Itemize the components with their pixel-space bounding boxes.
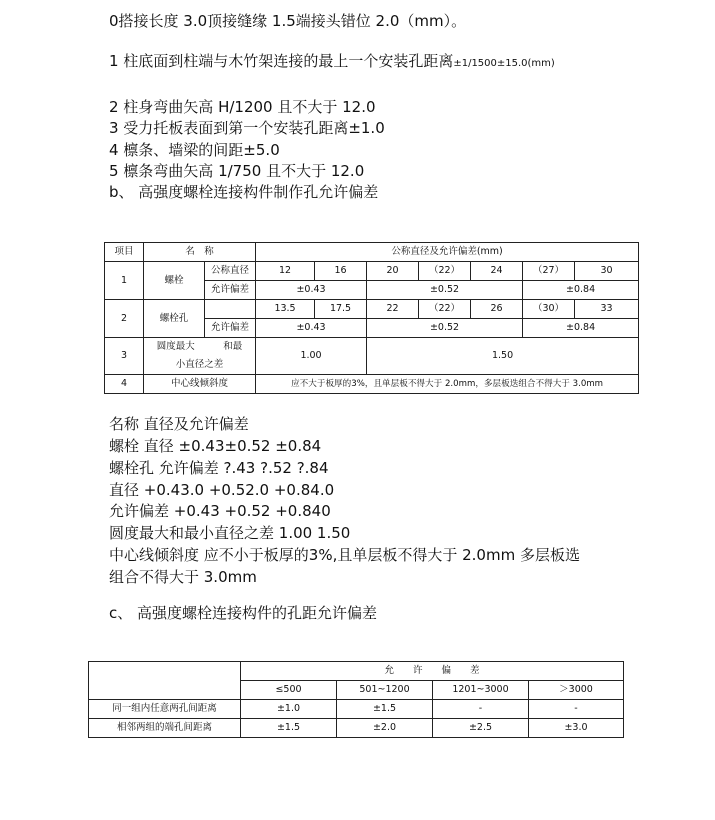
- plain-line-1: 名称 直径及允许偏差: [109, 415, 249, 433]
- row1-value: -: [529, 700, 624, 719]
- row2-value: ±2.0: [337, 719, 433, 738]
- row2-tolerance: ±0.52: [367, 319, 523, 338]
- row2-name: 螺栓孔: [144, 300, 205, 338]
- plain-line-4: 直径 +0.43.0 +0.52.0 +0.84.0: [109, 481, 335, 499]
- text-line-lap-length: 0搭接长度 3.0顶接缝缘 1.5端接头错位 2.0（mm）。: [109, 12, 467, 30]
- row2-value: （30）: [523, 300, 575, 319]
- plain-line-5: 允许偏差 +0.43 +0.52 +0.840: [109, 502, 331, 520]
- row2-label: 相邻两组的端孔间距离: [89, 719, 241, 738]
- section-heading-c: c、 高强度螺栓连接构件的孔距允许偏差: [109, 604, 378, 622]
- row1-tolerance: ±0.84: [523, 281, 639, 300]
- row1-value: （22）: [419, 262, 471, 281]
- row2-value: ±1.5: [241, 719, 337, 738]
- row2-value: ±3.0: [529, 719, 624, 738]
- hole-spacing-tolerance-table: [88, 661, 624, 738]
- row4-number: 4: [105, 375, 144, 394]
- hole-tolerance-table: [104, 242, 639, 394]
- row1-tolerance: ±0.43: [256, 281, 367, 300]
- plain-line-7: 中心线倾斜度 应不小于板厚的3%,且单层板不得大于 2.0mm 多层板选: [109, 546, 580, 564]
- text-line-item-3: 3 受力托板表面到第一个安装孔距离±1.0: [109, 119, 385, 137]
- row3-value-1: 1.00: [256, 338, 367, 375]
- row1-value: 20: [367, 262, 419, 281]
- row1-name: 螺栓: [144, 262, 205, 300]
- header-blank: [89, 662, 241, 700]
- text-line-item-4: 4 檩条、墙梁的间距±5.0: [109, 141, 280, 159]
- plain-line-2: 螺栓 直径 ±0.43±0.52 ±0.84: [109, 437, 322, 455]
- item-1-text: 1 柱底面到柱端与木竹架连接的最上一个安装孔距离: [109, 52, 454, 70]
- section-heading-b: b、 高强度螺栓连接构件制作孔允许偏差: [109, 183, 379, 201]
- row2-value: 33: [575, 300, 639, 319]
- row2-value: 22: [367, 300, 419, 319]
- row1-value: 24: [471, 262, 523, 281]
- header-item: 项目: [105, 243, 144, 262]
- row1-value: -: [433, 700, 529, 719]
- text-line-item-5: 5 檩条弯曲矢高 1/750 且不大于 12.0: [109, 162, 365, 180]
- row3-number: 3: [105, 338, 144, 375]
- row3-value-2: 1.50: [367, 338, 639, 375]
- item-1-tolerance: ±1/1500±15.0(mm): [453, 58, 555, 69]
- header-range: ≤500: [241, 681, 337, 700]
- row2-value: 26: [471, 300, 523, 319]
- text-line-item-1: [109, 51, 555, 74]
- row1-value: 16: [315, 262, 367, 281]
- row1-value: （27）: [523, 262, 575, 281]
- row2-tolerance: ±0.84: [523, 319, 639, 338]
- row2-label-tolerance: 允许偏差: [205, 319, 256, 338]
- header-nominal-diameter: 公称直径及允许偏差(mm): [256, 243, 639, 262]
- header-allowable-deviation: 允 许 偏 差: [241, 662, 624, 681]
- row4-requirement: 应不大于板厚的3%，且单层板不得大于 2.0mm，多层板迭组合不得大于 3.0mm: [256, 375, 639, 394]
- row2-value: 13.5: [256, 300, 315, 319]
- row1-number: 1: [105, 262, 144, 300]
- row1-value: 30: [575, 262, 639, 281]
- row3-name-line2: 小直径之差: [144, 356, 256, 375]
- row1-tolerance: ±0.52: [367, 281, 523, 300]
- plain-line-8: 组合不得大于 3.0mm: [109, 568, 257, 586]
- header-name: 名 称: [144, 243, 256, 262]
- header-range: ＞3000: [529, 681, 624, 700]
- row1-value: ±1.5: [337, 700, 433, 719]
- header-range: 1201~3000: [433, 681, 529, 700]
- row2-value: （22）: [419, 300, 471, 319]
- row2-number: 2: [105, 300, 144, 338]
- row2-value: ±2.5: [433, 719, 529, 738]
- row4-name: 中心线倾斜度: [144, 375, 256, 394]
- row2-value: 17.5: [315, 300, 367, 319]
- plain-line-3: 螺栓孔 允许偏差 ?.43 ?.52 ?.84: [109, 459, 329, 477]
- row2-label-diameter: [205, 300, 256, 319]
- row2-tolerance: ±0.43: [256, 319, 367, 338]
- text-line-item-2: 2 柱身弯曲矢高 H/1200 且不大于 12.0: [109, 98, 376, 116]
- header-range: 501~1200: [337, 681, 433, 700]
- row1-value: ±1.0: [241, 700, 337, 719]
- plain-line-6: 圆度最大和最小直径之差 1.00 1.50: [109, 524, 351, 542]
- row1-value: 12: [256, 262, 315, 281]
- row1-label-diameter: 公称直径: [205, 262, 256, 281]
- row3-name-line1: 圆度最大 和最: [144, 338, 256, 357]
- row1-label-tolerance: 允许偏差: [205, 281, 256, 300]
- row1-label: 同一组内任意两孔间距离: [89, 700, 241, 719]
